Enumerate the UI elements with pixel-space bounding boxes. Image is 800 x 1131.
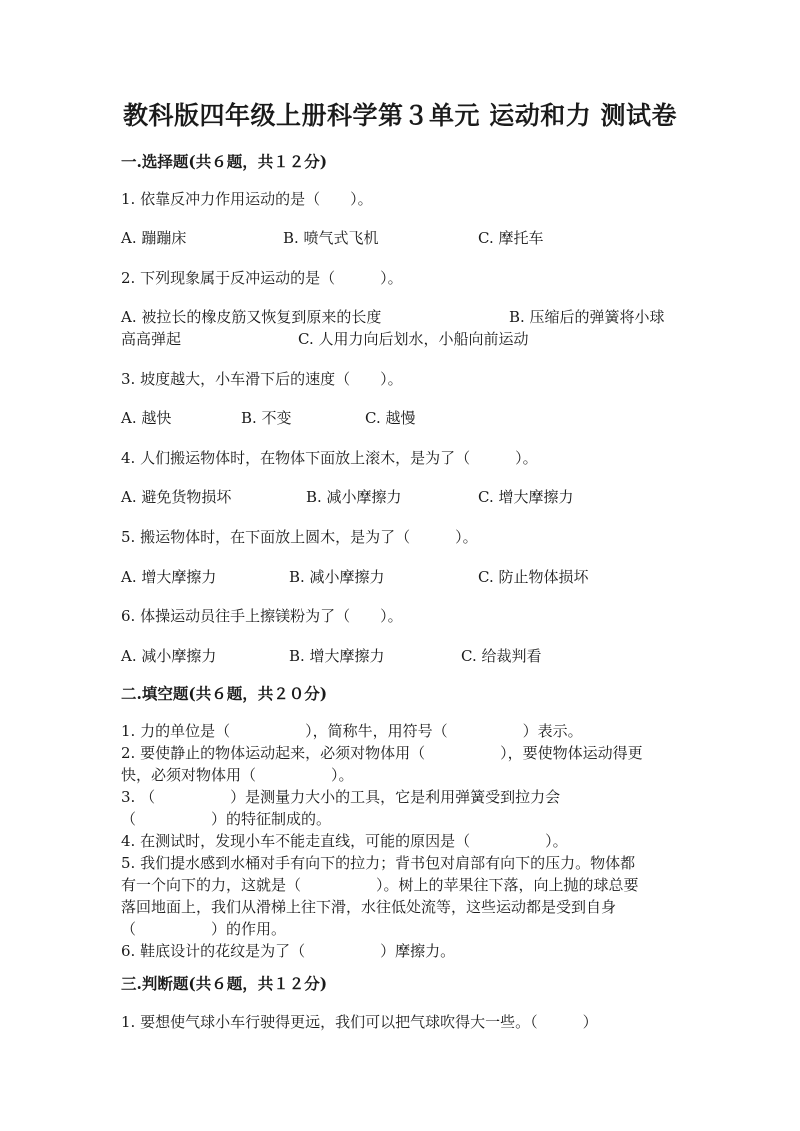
option-c: C. 防止物体损坏 — [478, 568, 589, 586]
option-c: C. 摩托车 — [478, 229, 544, 247]
fill-blank-line: 快，必须对物体用（ ）。 — [121, 766, 354, 784]
option-a: A. 越快 — [121, 409, 172, 427]
option-a: A. 蹦蹦床 — [121, 229, 187, 247]
section-heading-true-false: 三.判断题(共６题，共１２分) — [121, 974, 328, 993]
option-a: A. 避免货物损坏 — [121, 488, 232, 506]
section-heading-fill-blank: 二.填空题(共６题，共２０分) — [121, 684, 328, 703]
option-b: B. 不变 — [241, 409, 292, 427]
fill-blank-line: （ ）的特征制成的。 — [121, 810, 332, 828]
option-c: C. 人用力向后划水，小船向前运动 — [298, 330, 529, 348]
fill-blank-line: 3. （ ）是测量力大小的工具，它是利用弹簧受到拉力会 — [121, 788, 561, 806]
fill-blank-line: 6. 鞋底设计的花纹是为了（ ）摩擦力。 — [121, 942, 456, 960]
question-stem: 1. 要想使气球小车行驶得更远，我们可以把气球吹得大一些。（ ） — [121, 1013, 598, 1031]
fill-blank-line: 有一个向下的力，这就是（ ）。树上的苹果往下落，向上抛的球总要 — [121, 876, 639, 894]
question-stem: 4. 人们搬运物体时，在物体下面放上滚木，是为了（ ）。 — [121, 449, 538, 467]
question-stem: 3. 坡度越大，小车滑下后的速度（ ）。 — [121, 370, 403, 388]
fill-blank-line: 1. 力的单位是（ ），简称牛，用符号（ ）表示。 — [121, 722, 583, 740]
fill-blank-line: 2. 要使静止的物体运动起来，必须对物体用（ ），要使物体运动得更 — [121, 744, 643, 762]
section-heading-choice: 一.选择题(共６题，共１２分) — [121, 152, 328, 171]
option-b: B. 减小摩擦力 — [306, 488, 402, 506]
option-a: A. 增大摩擦力 — [121, 568, 217, 586]
option-c: C. 增大摩擦力 — [478, 488, 574, 506]
fill-blank-line: 4. 在测试时，发现小车不能走直线，可能的原因是（ ）。 — [121, 832, 568, 850]
fill-blank-line: （ ）的作用。 — [121, 920, 287, 938]
fill-blank-line: 5. 我们提水感到水桶对手有向下的拉力；背书包对肩部有向下的压力。物体都 — [121, 854, 636, 872]
question-stem: 5. 搬运物体时，在下面放上圆木，是为了（ ）。 — [121, 528, 478, 546]
option-b-continued: 高高弹起 — [121, 330, 182, 348]
option-b: B. 喷气式飞机 — [283, 229, 379, 247]
fill-blank-list — [121, 720, 681, 962]
option-b: B. 增大摩擦力 — [289, 647, 385, 665]
page-title: 教科版四年级上册科学第３单元 运动和力 测试卷 — [123, 101, 677, 130]
option-c: C. 越慢 — [365, 409, 416, 427]
fill-blank-line: 落回地面上，我们从滑梯上往下滑，水往低处流等，这些运动都是受到自身 — [121, 898, 617, 916]
question-stem: 1. 依靠反冲力作用运动的是（ ）。 — [121, 190, 373, 208]
option-b: B. 压缩后的弹簧将小球 — [509, 308, 665, 326]
option-a: A. 减小摩擦力 — [121, 647, 217, 665]
question-stem: 6. 体操运动员往手上擦镁粉为了（ ）。 — [121, 607, 403, 625]
option-c: C. 给裁判看 — [461, 647, 542, 665]
option-a: A. 被拉长的橡皮筋又恢复到原来的长度 — [121, 308, 382, 326]
option-b: B. 减小摩擦力 — [289, 568, 385, 586]
question-stem: 2. 下列现象属于反冲运动的是（ ）。 — [121, 269, 403, 287]
